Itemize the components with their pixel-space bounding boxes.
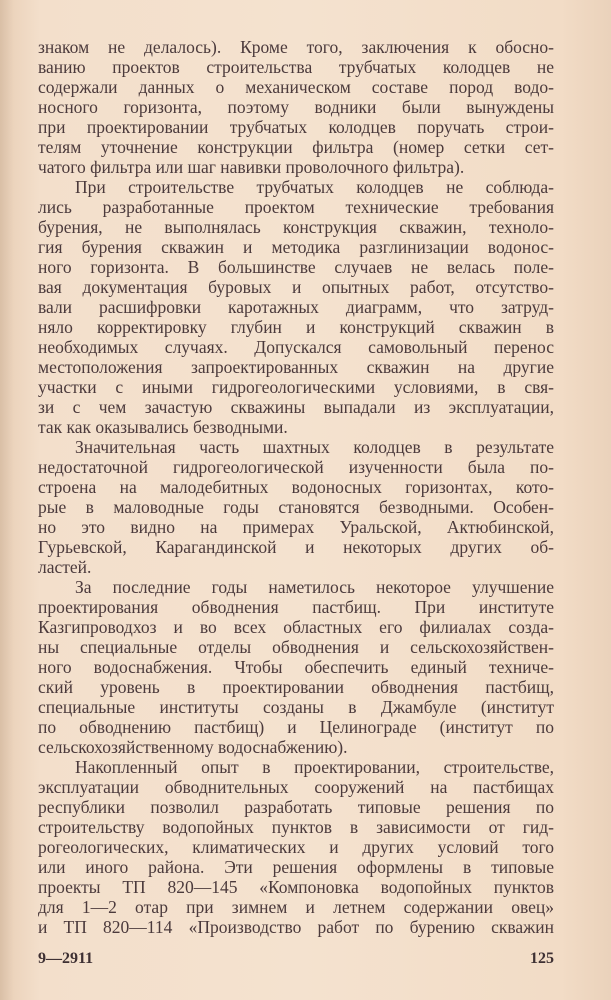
text-line: лись разработанные проектом технические требования: [38, 197, 554, 217]
text-line: При строительстве трубчатых колодцев не соблюда-: [75, 177, 554, 197]
text-line: носного горизонта, поэтому водники были вынуждены: [38, 97, 554, 117]
paragraph: [38, 437, 554, 577]
text-line: строительству водопойных пунктов в зависимости от гид-: [38, 817, 554, 837]
text-line: ский уровень в проектировании обводнения пастбищ,: [38, 677, 554, 697]
text-line: недостаточной гидрогеологической изученности была по-: [38, 457, 554, 477]
text-line: сельскохозяйственному водоснабжению).: [38, 737, 348, 757]
text-line: необходимых случаях. Допускался самовольный перенос: [38, 337, 554, 357]
text-line: Значительная часть шахтных колодцев в результате: [75, 437, 554, 457]
text-line: участки с иными гидрогеологическими условиями, в свя-: [38, 377, 554, 397]
paragraph: [38, 177, 554, 437]
text-line: местоположения запроектированных скважин на другие: [38, 357, 554, 377]
text-line: За последние годы наметилось некоторое улучшение: [75, 577, 554, 597]
text-line: при проектировании трубчатых колодцев поручать строи-: [38, 117, 554, 137]
page-footer: [38, 950, 554, 968]
text-line: ластей.: [38, 557, 92, 577]
text-line: проекты ТП 820—145 «Компоновка водопойных пунктов: [38, 877, 554, 897]
text-line: ного водоснабжения. Чтобы обеспечить единый техниче-: [38, 657, 554, 677]
text-line: вали расшифровки каротажных диаграмм, что затруд-: [38, 297, 554, 317]
text-line: ны специальные отделы обводнения и сельскохозяйствен-: [38, 637, 554, 657]
text-line: вая документация буровых и опытных работ, отсутство-: [38, 277, 554, 297]
page-body: [38, 37, 554, 937]
text-line: бурения, не выполнялась конструкция скважин, техноло-: [38, 217, 554, 237]
text-line: Гурьевской, Карагандинской и некоторых других об-: [38, 537, 554, 557]
text-line: ванию проектов строительства трубчатых колодцев не: [38, 57, 554, 77]
text-line: для 1—2 отар при зимнем и летнем содержании овец»: [38, 897, 554, 917]
paragraph: [38, 37, 554, 177]
text-line: знаком не делалось). Кроме того, заключения к обосно-: [38, 37, 554, 57]
text-line: рогеологических, климатических и других условий того: [38, 837, 554, 857]
page-number: 125: [530, 950, 554, 967]
paragraph: [38, 577, 554, 757]
text-line: по обводнению пастбищ) и Целинограде (институт по: [38, 717, 554, 737]
text-line: рые в маловодные годы становятся безводными. Особен-: [38, 497, 554, 517]
text-line: строена на малодебитных водоносных горизонтах, кото-: [38, 477, 554, 497]
text-line: содержали данных о механическом составе пород водо-: [38, 77, 554, 97]
text-line: няло корректировку глубин и конструкций скважин в: [38, 317, 554, 337]
text-line: проектирования обводнения пастбищ. При институте: [38, 597, 554, 617]
text-line: специальные институты созданы в Джамбуле (институт: [38, 697, 554, 717]
text-line: и ТП 820—114 «Производство работ по бурению скважин: [38, 917, 554, 937]
printer-signature: 9—2911: [38, 950, 94, 967]
text-line: зи с чем зачастую скважины выпадали из эксплуатации,: [38, 397, 554, 417]
text-line: или иного района. Эти решения оформлены в типовые: [38, 857, 554, 877]
text-line: эксплуатации обводнительных сооружений на пастбищах: [38, 777, 554, 797]
text-line: гия бурения скважин и методика разглинизации водонос-: [38, 237, 554, 257]
text-line: республики позволил разработать типовые решения по: [38, 797, 554, 817]
paragraph: [38, 757, 554, 937]
text-line: но это видно на примерах Уральской, Актюбинской,: [38, 517, 554, 537]
text-line: ного горизонта. В большинстве случаев не велась поле-: [38, 257, 554, 277]
text-line: чатого фильтра или шаг навивки проволочного фильтра).: [38, 157, 465, 177]
text-line: Накопленный опыт в проектировании, строительстве,: [75, 757, 554, 777]
text-line: Казгипроводхоз и во всех областных его филиалах созда-: [38, 617, 554, 637]
text-line: телям уточнение конструкции фильтра (номер сетки сет-: [38, 137, 554, 157]
text-line: так как оказывались безводными.: [38, 417, 288, 437]
